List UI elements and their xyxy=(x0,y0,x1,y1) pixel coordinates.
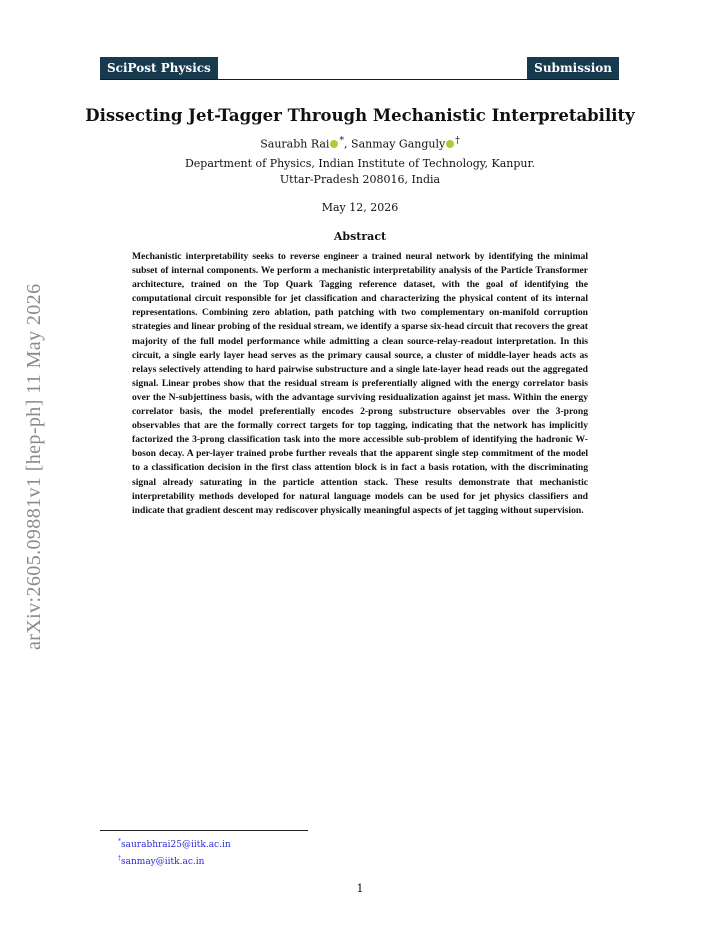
author-footnote-mark: † xyxy=(455,135,460,146)
footnotes xyxy=(118,835,231,869)
abstract-heading: Abstract xyxy=(333,230,387,243)
abstract-text: Mechanistic interpretability seeks to reverse engineer a trained neural network by identifying the minimal subset of internal components. We perform a mechanistic interpretability analysis of the Particle Transformer architecture, trained on the Top Quark Tagging reference dataset, with the goal of identifying the computational circuit responsible for jet classification and characterizing the physical content of its internal representations. Combining zero ablation, path patching with two complementary on-manifold corruption strategies and linear probing of the residual stream, we identify a sparse six-head circuit that recovers the great majority of the full model performance while admitting a clean source-relay-readout interpretation. In this circuit, a single early layer head serves as the primary causal source, a cluster of middle-layer heads acts as relays selectively attending to hard pairwise substructure and a single late-layer head reads out the aggregated signal. Linear probes show that the residual stream is preferentially aligned with the energy correlator basis over the N-subjettiness basis, with the advantage surviving residualization against jet mass. Within the energy correlator basis, the model preferentially encodes 2-prong substructure observables over the 3-prong observables that are the formally correct targets for top tagging, indicating that the network has implicitly factorized the 3-prong classification task into the more accessible sub-problem of identifying the hadronic W-boson decay. A per-layer trained probe further reveals that the apparent single step commitment of the model to a classification decision in the first class attention block is in fact a basis rotation, with the discriminating signal already saturating in the particle attention stack. These results demonstrate that mechanistic interpretability methods developed for natural language models can be used for jet physics classifiers and indicate that gradient descent may rediscover physically meaningful aspects of jet tagging without supervision. xyxy=(132,251,588,516)
journal-name-badge: SciPost Physics xyxy=(100,57,218,79)
submission-badge: Submission xyxy=(527,57,619,79)
arxiv-identifier: arXiv:2605.09881v1 [hep-ph] 11 May 2026 xyxy=(23,283,45,650)
affiliation xyxy=(0,156,720,188)
orcid-icon[interactable] xyxy=(446,140,454,148)
footnote-email[interactable]: *saurabhrai25@iitk.ac.in xyxy=(118,838,231,850)
journal-header xyxy=(100,57,619,80)
orcid-icon[interactable] xyxy=(330,140,338,148)
author-name: Saurabh Rai xyxy=(260,137,330,151)
paper-title: Dissecting Jet-Tagger Through Mechanistic Interpretability xyxy=(85,106,635,125)
author-name: Sanmay Ganguly xyxy=(351,137,446,151)
footnote-email[interactable]: †sanmay@iitk.ac.in xyxy=(118,855,205,867)
author-list: Saurabh Rai *, Sanmay Ganguly † xyxy=(260,135,460,151)
page-number: 1 xyxy=(356,882,364,895)
affiliation-line: Uttar-Pradesh 208016, India xyxy=(279,173,441,186)
affiliation-line: Department of Physics, Indian Institute of Technology, Kanpur. xyxy=(184,157,536,170)
paper-date: May 12, 2026 xyxy=(321,201,399,214)
footnote-divider xyxy=(100,830,308,831)
author-footnote-mark: * xyxy=(339,135,345,146)
